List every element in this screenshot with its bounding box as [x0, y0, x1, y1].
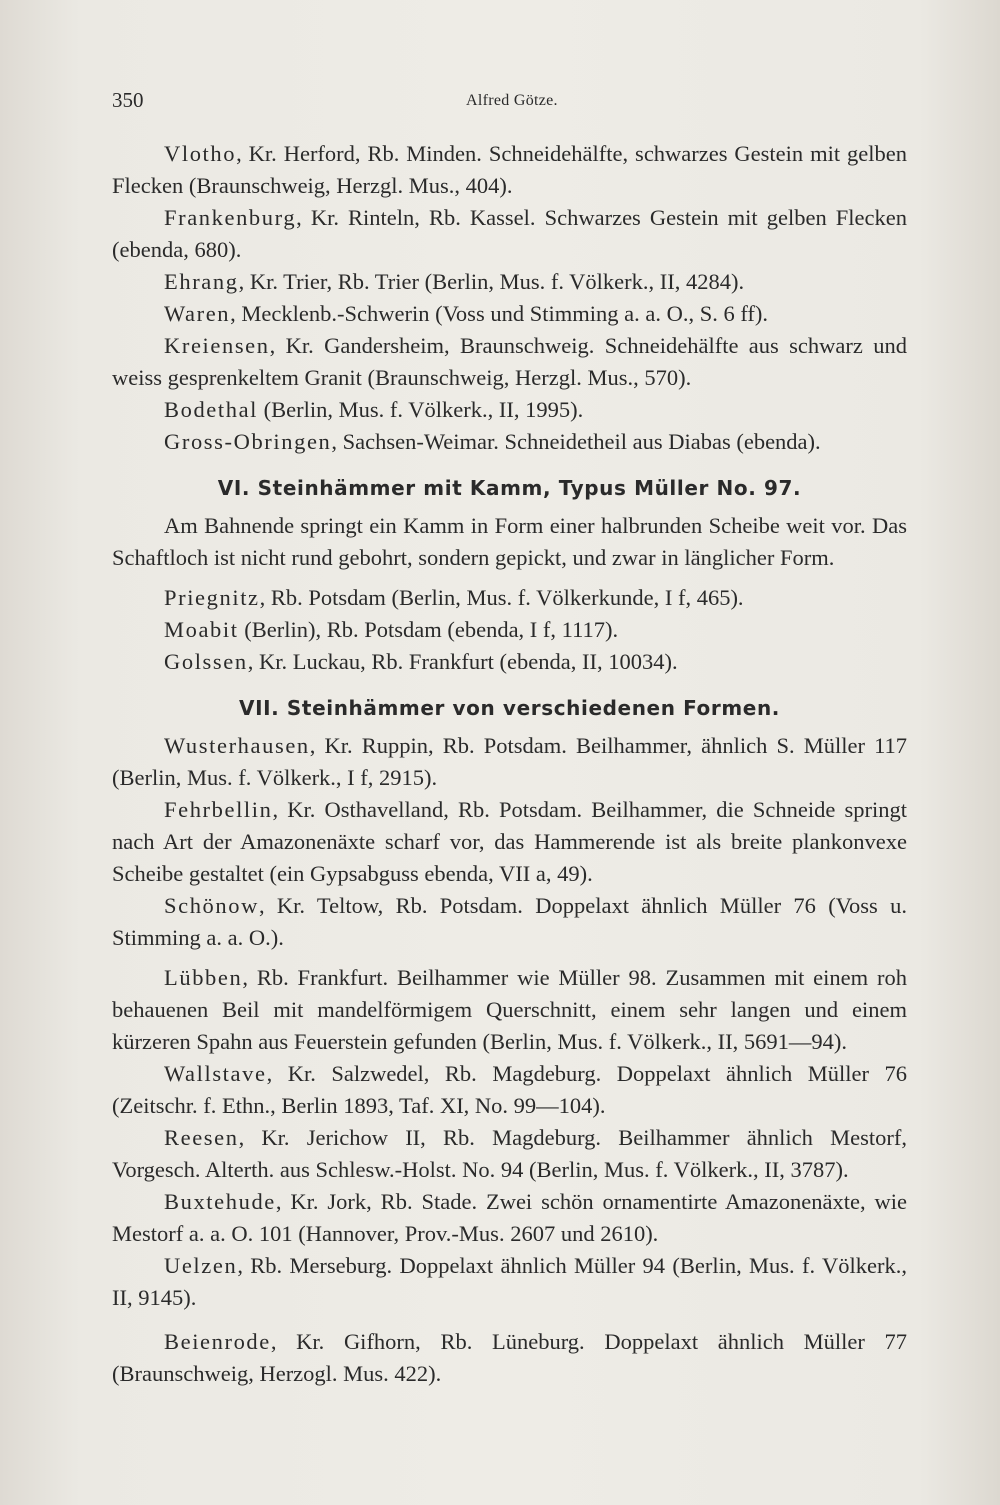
- entry-place: Lübben: [164, 965, 243, 990]
- entry-place: Frankenburg: [164, 205, 297, 230]
- entry-paragraph: [112, 1326, 907, 1390]
- entry-paragraph: [112, 426, 907, 458]
- entry-place: Reesen: [164, 1125, 239, 1150]
- entry-text: , Rb. Merseburg. Doppelaxt ähnlich Müller 94 (Berlin, Mus. f. Völkerk., II, 9145).: [112, 1253, 907, 1310]
- entry-text: , Kr. Luckau, Rb. Frankfurt (ebenda, II, 10034).: [247, 649, 678, 674]
- entry-text: , Kr. Rinteln, Rb. Kassel. Schwarzes Gestein mit gelben Flecken (ebenda, 680).: [112, 205, 907, 262]
- entry-paragraph: [112, 582, 907, 614]
- entry-text: , Kr. Gifhorn, Rb. Lüneburg. Doppelaxt ähnlich Müller 77 (Braunschweig, Herzogl. Mus. 422).: [112, 1329, 907, 1386]
- entry-paragraph: [112, 266, 907, 298]
- entry-place: Uelzen: [164, 1253, 238, 1278]
- section-heading-vi: VI. Steinhämmer mit Kamm, Typus Müller No. 97.: [217, 476, 802, 500]
- entry-paragraph: [112, 1122, 907, 1186]
- entry-text: (Berlin), Rb. Potsdam (ebenda, I f, 1117).: [238, 617, 619, 642]
- entry-place: Kreiensen: [164, 333, 270, 358]
- section-heading-vii: VII. Steinhämmer von verschiedenen Formen.: [239, 696, 780, 720]
- section-intro: Am Bahnende springt ein Kamm in Form einer halbrunden Scheibe weit vor. Das Schaftloch ist nicht rund gebohrt, sondern gepickt, und zwar in länglicher Form.: [112, 513, 907, 570]
- entry-text: , Kr. Gandersheim, Braunschweig. Schneidehälfte aus schwarz und weiss gesprenkeltem Granit (Braunschweig, Herzgl. Mus., 570).: [112, 333, 907, 390]
- entry-paragraph: [112, 890, 907, 954]
- entry-place: Ehrang: [164, 269, 239, 294]
- page-number: 350: [112, 88, 144, 112]
- entry-paragraph: [112, 1186, 907, 1250]
- entry-place: Gross-Obringen: [164, 429, 332, 454]
- entry-text: , Mecklenb.-Schwerin (Voss und Stimming a. a. O., S. 6 ff).: [230, 301, 769, 326]
- entry-paragraph: [112, 646, 907, 678]
- entry-paragraph: [112, 138, 907, 202]
- entry-paragraph: [112, 962, 907, 1058]
- entry-place: Buxtehude: [164, 1189, 276, 1214]
- entry-place: Moabit: [164, 617, 239, 642]
- page-header: [112, 88, 902, 118]
- entry-place: Golssen: [164, 649, 248, 674]
- entry-place: Waren: [164, 301, 231, 326]
- entry-paragraph: [112, 394, 907, 426]
- entry-text: , Rb. Frankfurt. Beilhammer wie Müller 98. Zusammen mit einem roh behauenen Beil mit mandelförmigem Querschnitt, einem sehr langen und einem kürzeren Spahn aus Feuerstein gefunden (Berlin, Mus. f. Völkerk., II, 5691—94).: [112, 965, 907, 1054]
- entry-text: , Kr. Salzwedel, Rb. Magdeburg. Doppelaxt ähnlich Müller 76 (Zeitschr. f. Ethn., Berlin 1893, Taf. XI, No. 99—104).: [112, 1061, 907, 1118]
- entry-text: , Kr. Herford, Rb. Minden. Schneidehälfte, schwarzes Gestein mit gelben Flecken (Braunschweig, Herzgl. Mus., 404).: [112, 141, 907, 198]
- running-title: Alfred Götze.: [466, 92, 558, 109]
- page-body: [112, 138, 907, 1390]
- entry-text: , Kr. Jerichow II, Rb. Magdeburg. Beilhammer ähnlich Mestorf, Vorgesch. Alterth. aus Schlesw.-Holst. No. 94 (Berlin, Mus. f. Völkerk., II, 3787).: [112, 1125, 907, 1182]
- entry-paragraph: [112, 330, 907, 394]
- entry-paragraph: [112, 730, 907, 794]
- entry-paragraph: [112, 202, 907, 266]
- entry-place: Fehrbellin: [164, 797, 273, 822]
- entry-text: , Kr. Jork, Rb. Stade. Zwei schön ornamentirte Amazonenäxte, wie Mestorf a. a. O. 101 (Hannover, Prov.-Mus. 2607 und 2610).: [112, 1189, 907, 1246]
- entry-paragraph: [112, 1250, 907, 1314]
- entry-place: Bodethal: [164, 397, 259, 422]
- entry-text: , Rb. Potsdam (Berlin, Mus. f. Völkerkunde, I f, 465).: [259, 585, 744, 610]
- entry-place: Priegnitz: [164, 585, 260, 610]
- entry-text: , Kr. Osthavelland, Rb. Potsdam. Beilhammer, die Schneide springt nach Art der Amazonenäxte scharf vor, das Hammerende ist als breite plankonvexe Scheibe gestaltet (ein Gypsabguss ebenda, VII a, 49).: [112, 797, 907, 886]
- entry-place: Schönow: [164, 893, 259, 918]
- entry-text: (Berlin, Mus. f. Völkerk., II, 1995).: [258, 397, 584, 422]
- entry-text: , Kr. Ruppin, Rb. Potsdam. Beilhammer, ähnlich S. Müller 117 (Berlin, Mus. f. Völkerk., I f, 2915).: [112, 733, 907, 790]
- entry-place: Wusterhausen: [164, 733, 310, 758]
- entry-text: , Sachsen-Weimar. Schneidetheil aus Diabas (ebenda).: [331, 429, 821, 454]
- entry-place: Vlotho: [164, 141, 237, 166]
- entry-text: , Kr. Trier, Rb. Trier (Berlin, Mus. f. Völkerk., II, 4284).: [238, 269, 745, 294]
- entry-text: , Kr. Teltow, Rb. Potsdam. Doppelaxt ähnlich Müller 76 (Voss u. Stimming a. a. O.).: [112, 893, 907, 950]
- entry-place: Wallstave: [164, 1061, 267, 1086]
- entry-paragraph: [112, 794, 907, 890]
- entry-paragraph: [112, 614, 907, 646]
- entry-paragraph: [112, 1058, 907, 1122]
- entry-paragraph: [112, 298, 907, 330]
- entry-place: Beienrode: [164, 1329, 271, 1354]
